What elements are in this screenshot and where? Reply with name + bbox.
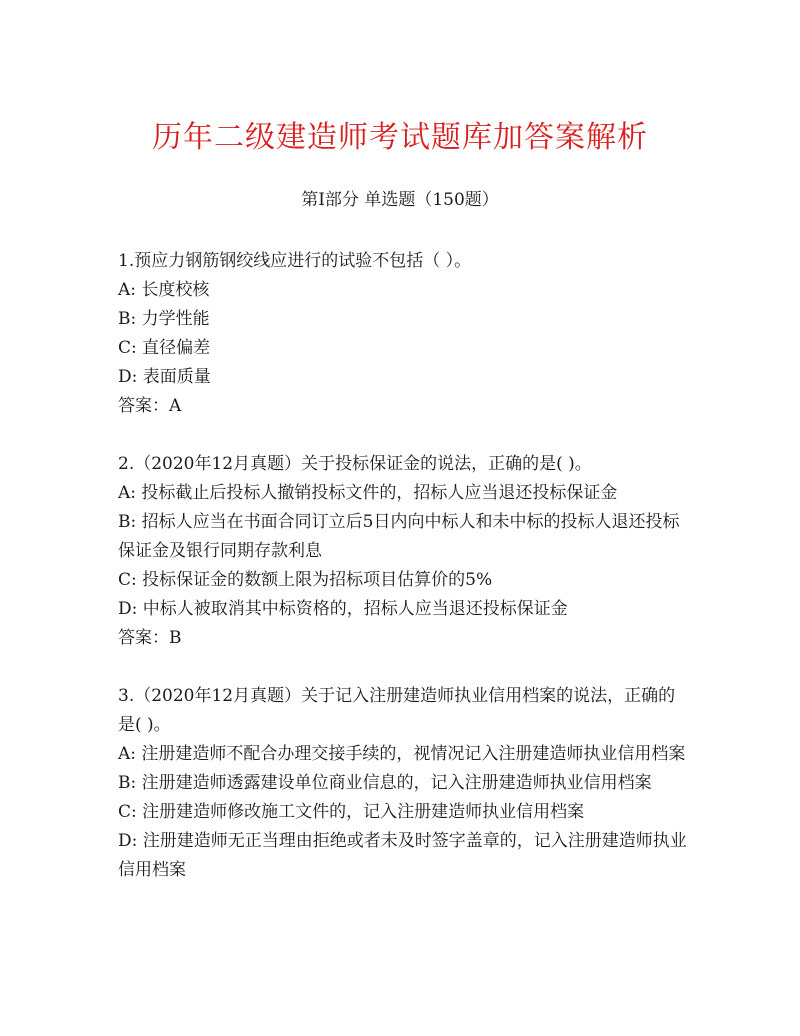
option-d: D: 注册建造师无正当理由拒绝或者未及时签字盖章的，记入注册建造师执业信用档案 (118, 831, 687, 880)
option-c: C: 直径偏差 (118, 338, 211, 358)
option-c: C: 注册建造师修改施工文件的，记入注册建造师执业信用档案 (118, 802, 585, 822)
option-b: B: 注册建造师透露建设单位商业信息的，记入注册建造师执业信用档案 (118, 773, 652, 793)
question-list (118, 247, 688, 914)
option-a: A: 投标截止后投标人撤销投标文件的，招标人应当退还投标保证金 (118, 483, 618, 503)
option-b: B: 招标人应当在书面合同订立后5日内向中标人和未中标的投标人退还投标保证金及银行同期存款利息 (118, 512, 680, 561)
question-stem: 3.（2020年12月真题）关于记入注册建造师执业信用档案的说法，正确的是( )。 (118, 686, 676, 735)
document-title: 历年二级建造师考试题库加答案解析 (152, 120, 648, 155)
section-heading: 第I部分 单选题（150题） (301, 190, 499, 210)
question-item (118, 682, 688, 885)
question-stem: 1.预应力钢筋钢绞线应进行的试验不包括（ ）。 (118, 251, 472, 271)
option-d: D: 表面质量 (118, 367, 211, 387)
question-stem: 2.（2020年12月真题）关于投标保证金的说法，正确的是( )。 (118, 454, 592, 474)
question-item (118, 247, 688, 421)
answer-line: 答案：A (118, 396, 182, 416)
question-item (118, 450, 688, 653)
answer-line: 答案：B (118, 628, 182, 648)
option-a: A: 注册建造师不配合办理交接手续的，视情况记入注册建造师执业信用档案 (118, 744, 686, 764)
option-a: A: 长度校核 (118, 280, 210, 300)
option-c: C: 投标保证金的数额上限为招标项目估算价的5% (118, 570, 493, 590)
option-d: D: 中标人被取消其中标资格的，招标人应当退还投标保证金 (118, 599, 568, 619)
option-b: B: 力学性能 (118, 309, 210, 329)
